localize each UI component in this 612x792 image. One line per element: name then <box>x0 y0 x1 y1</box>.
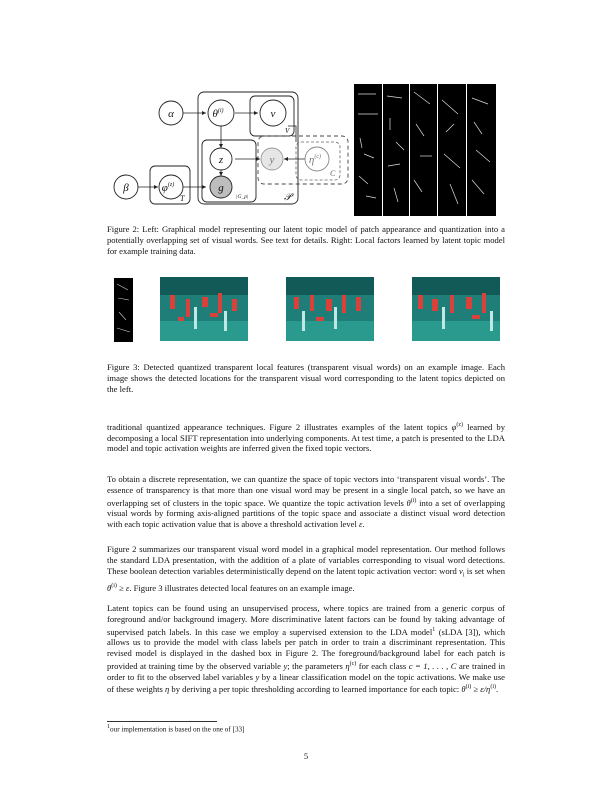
detection-image-2 <box>286 277 374 341</box>
graphical-model <box>110 86 350 216</box>
label-alpha: α <box>168 108 174 120</box>
label-eta: $\eta^{(c)}$ <box>308 154 322 166</box>
plate-label-gp: |G_p| <box>236 194 249 200</box>
label-beta: β <box>123 182 129 194</box>
detection-image-1 <box>160 277 248 341</box>
label-theta: $\theta^{(i)}$ <box>212 108 224 120</box>
figure2-caption: Figure 2: Left: Graphical model representing our latent topic model of patch appearance and quantization into a potentially overlapping set of visual words. See text for details. Right: Local factors learned by latent topic model for example training data. <box>107 224 505 256</box>
label-phi: $\varphi^{(z)}$ <box>161 182 175 194</box>
paragraph-1: traditional quantized appearance techniques. Figure 2 illustrates examples of the latent topics $\varphi^{(z)}$ learned by decomposing a local SIFT representation into underlying components. At test time, a patch is presented to the LDA model and topic activation weights are inferred given the fixed topic vectors. <box>107 421 505 454</box>
page-number: 5 <box>303 751 309 761</box>
label-y: y <box>269 154 275 166</box>
figure3-caption: Figure 3: Detected quantized transparent local features (transparent visual words) on an example image. Each image shows the detected locations for the transparent visual word corresponding to the latent topics depicted on the left. <box>107 362 505 394</box>
paragraph-2: To obtain a discrete representation, we can quantize the space of topic vectors into ‘transparent visual words’. The essence of transparency is that more than one visual word may be present in a single local patch, so we have an overlapping set of clusters in the topic space. We quantize the topic activation levels $\theta^{(i)}$ into a set of overlapping visual words by forming axis-aligned partitions of the topic space and associate a distinct visual word detection with each topic activation value that is above a threshold activation level ε. <box>107 474 505 530</box>
plate-label-c: C <box>330 169 336 178</box>
learned-factors-image <box>354 84 496 216</box>
detection-image-3 <box>412 277 500 341</box>
plate-label-v: V <box>285 127 290 135</box>
label-z: z <box>218 154 224 166</box>
topic-strip-image <box>114 278 133 342</box>
plate-label-p: 𝒫 <box>284 192 292 203</box>
paragraph-3: Figure 2 summarizes our transparent visual word model in a graphical model representation. Our method follows the standard LDA presentation, with the addition of a plate of variables corresponding to visual word detections. These boolean detection variables deterministically depend on the latent topic activation vector: word $v_i$ is set when $\theta^{(i)} \ge \varepsilon$. Figure 3 illustrates detected local features on an example image. <box>107 544 505 593</box>
label-g: g <box>218 182 224 194</box>
footnote-rule <box>107 721 217 722</box>
footnote: $^1$our implementation is based on the one of [33] <box>107 724 245 734</box>
paragraph-4: Latent topics can be found using an unsupervised process, where topics are trained from a generic corpus of foreground and/or background imagery. More discriminative latent factors can be found by taking advantage of supervised patch labels. In this case we employ a supervised extension to the LDA model$^1$ (sLDA [3]), which allows us to provide the model with class labels per patch in order to train a discriminant representation. This revised model is displayed in the dashed box in Figure 2. The foreground/background label for each patch is provided at training time by the observed variable y; the parameters $\eta^{(c)}$ for each class c = 1, . . . , C are trained in order to fit to the observed label variables y by a linear classification model on the topic activations. We make use of these weights η by deriving a per topic thresholding according to learned importance for each topic: $\theta^{(i)} \ge \varepsilon/\eta^{(i)}$. <box>107 603 505 695</box>
plate-label-t: T <box>180 194 185 203</box>
label-v: v <box>270 108 276 120</box>
